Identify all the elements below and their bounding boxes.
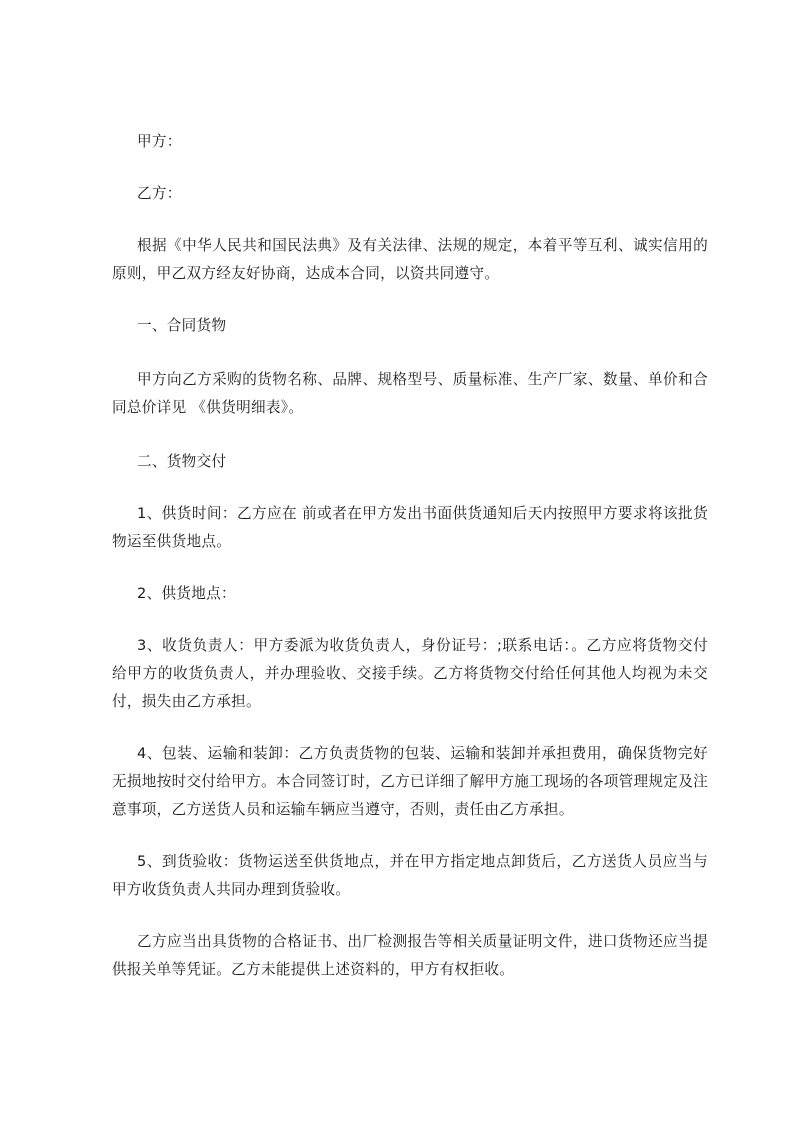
clause-acceptance: 5、到货验收：货物运送至供货地点，并在甲方指定地点卸货后，乙方送货人员应当与甲方收货负责人共同办理到货验收。 (112, 853, 708, 898)
clause-supply-location: 2、供货地点： (137, 585, 236, 602)
clause-receiver: 3、收货负责人：甲方委派为收货负责人，身份证号：;联系电话：。乙方应将货物交付给甲方的收货负责人，并办理验收、交接手续。乙方将货物交付给任何其他人均视为未交付，损失由乙方承担。 (112, 637, 708, 710)
clause-supply-time: 1、供货时间：乙方应在 前或者在甲方发出书面供货通知后天内按照甲方要求将该批货物运至供货地点。 (112, 505, 708, 550)
clause-quality-documents: 乙方应当出具货物的合格证书、出厂检测报告等相关质量证明文件，进口货物还应当提供报关单等凭证。乙方未能提供上述资料的，甲方有权拒收。 (112, 933, 708, 978)
section-1-heading: 一、合同货物 (137, 317, 227, 334)
preamble-paragraph: 根据《中华人民共和国民法典》及有关法律、法规的规定，本着平等互利、诚实信用的原则，甲乙双方经友好协商，达成本合同，以资共同遵守。 (112, 237, 708, 282)
party-a-label: 甲方： (137, 133, 182, 150)
section-1-body: 甲方向乙方采购的货物名称、品牌、规格型号、质量标准、生产厂家、数量、单价和合同总价详见 《供货明细表》。 (112, 371, 708, 416)
section-2-heading: 二、货物交付 (137, 453, 227, 470)
clause-packaging-transport: 4、包装、运输和装卸：乙方负责货物的包装、运输和装卸并承担费用，确保货物完好无损地按时交付给甲方。本合同签订时，乙方已详细了解甲方施工现场的各项管理规定及注意事项，乙方送货人员和运输车辆应当遵守，否则，责任由乙方承担。 (112, 745, 708, 818)
party-b-label: 乙方： (137, 185, 182, 202)
